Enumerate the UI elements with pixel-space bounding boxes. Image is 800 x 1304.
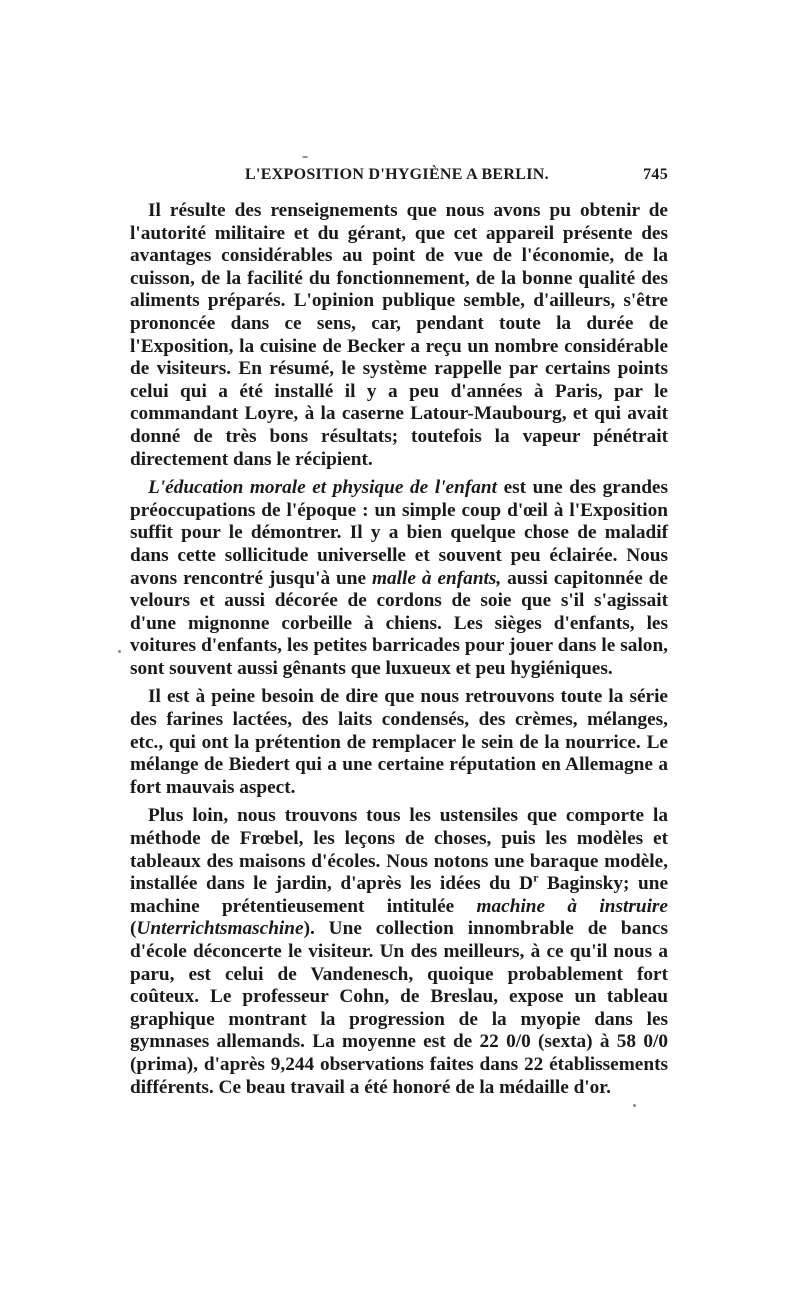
body-text [130,200,668,1099]
print-speck [118,650,121,653]
paragraph [130,805,668,1099]
italic-text: L'éducation morale et physique de l'enfant [148,477,497,499]
print-speck [302,156,308,158]
italic-text: Unterrichtsmaschine [136,918,304,940]
superscript-text: r [533,870,539,885]
paragraph-text: aussi capitonnée de velours et aussi décorée de cordons de soie que s'il s'agissait d'une mignonne corbeille à chiens. Les sièges d'enfants, les voitures d'enfants, les petites barricades pour jouer dans le salon, sont souvent aussi gênants que luxueux et peu hygiéniques. [130,567,668,679]
paragraph [130,200,668,471]
paragraph-text: ). Une collection innombrable de bancs d'école déconcerte le visiteur. Un des meilleurs, à ce qu'il nous a paru, est celui de Vandenesch, quoique probablement fort coûteux. Le professeur Cohn, de Breslau, expose un tableau graphique montrant la progression de la myopie dans les gymnases allemands. La moyenne est de 22 0/0 (sexta) à 58 0/0 (prima), d'après 9,244 observations faites dans 22 établissements différents. Ce beau travail a été honoré de la médaille d'or. [130,918,668,1098]
print-speck [633,1104,636,1107]
paragraph-text: Plus loin, nous trouvons tous les ustensiles que comporte la méthode de Frœbel, les leçons de choses, puis les modèles et tableaux des maisons d'écoles. Nous notons une baraque modèle, installée dans le jardin, d'après les idées du D [130,805,668,895]
paragraph-text: est une des grandes préoccupations de l'époque : un simple coup d'œil à l'Exposition suffit pour le démontrer. Il y a bien quelque chose de maladif dans cette sollicitude universelle et souvent peu éclairée. Nous avons rencontré jusqu'à une [130,477,668,589]
paragraph-text: Il résulte des renseignements que nous avons pu obtenir de l'autorité militaire et du gérant, que cet appareil présente des avantages considérables au point de vue de l'économie, de la cuisson, de la facilité du fonctionnement, de la bonne qualité des aliments préparés. L'opinion publique semble, d'ailleurs, s'être prononcée dans ce sens, car, pendant toute la durée de l'Exposition, la cuisine de Becker a reçu un nombre considérable de visiteurs. En résumé, le système rappelle par certains points celui qui a été installé il y a peu d'années à Paris, par le commandant Loyre, à la caserne Latour-Maubourg, et qui avait donné de très bons résultats; toutefois la vapeur pénétrait directement dans le récipient. [130,200,668,470]
page-number: 745 [643,166,668,183]
book-page [130,166,668,1105]
italic-text: machine à instruire [476,895,668,917]
paragraph-text: Baginsky; une machine prétentieusement intitulée [130,873,668,917]
running-title: L'EXPOSITION D'HYGIÈNE A BERLIN. [245,166,549,183]
italic-text: malle à enfants, [372,567,502,589]
paragraph [130,477,668,680]
paragraph [130,686,668,799]
paragraph-text: Il est à peine besoin de dire que nous retrouvons toute la série des farines lactées, des laits condensés, des crèmes, mélanges, etc., qui ont la prétention de remplacer le sein de la nourrice. Le mélange de Biedert qui a une certaine réputation en Allemagne a fort mauvais aspect. [130,686,668,798]
paragraph-text: ( [130,918,137,940]
running-head [130,166,668,194]
